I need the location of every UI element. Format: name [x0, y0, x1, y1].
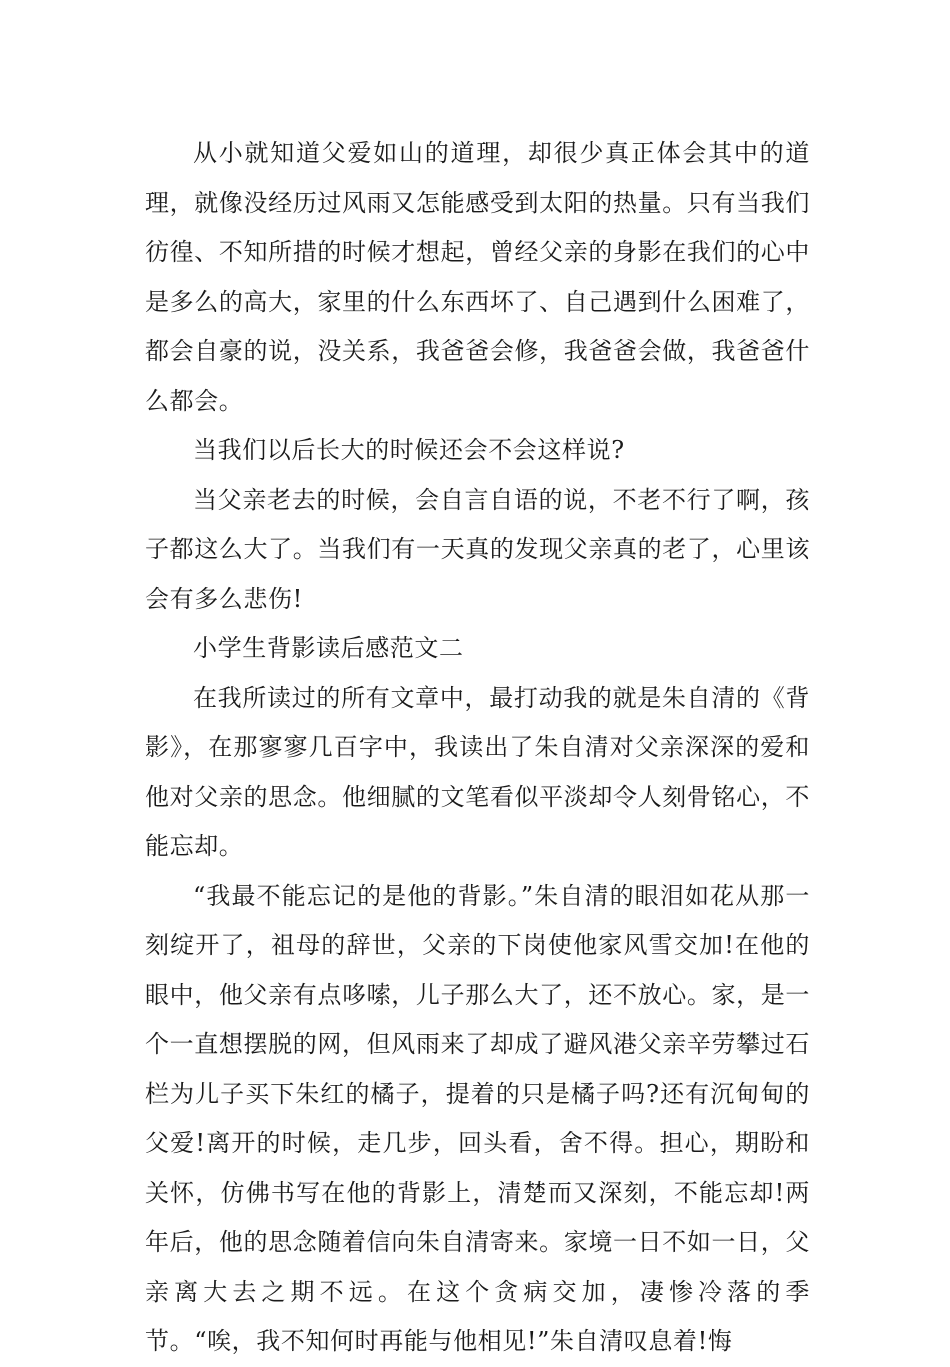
paragraph-beiying-intro: 在我所读过的所有文章中，最打动我的就是朱自清的《背影》，在那寥寥几百字中，我读出了朱自清对父亲深深的爱和他对父亲的思念。他细腻的文笔看似平淡却令人刻骨铭心，不能忘却。 [145, 683, 810, 860]
section-heading: 小学生背影读后感范文二 [193, 634, 464, 662]
paragraph-question: 当我们以后长大的时候还会不会这样说? [193, 436, 625, 464]
paragraph-father-old: 当父亲老去的时候，会自言自语的说，不老不行了啊，孩子都这么大了。当我们有一天真的发现父亲真的老了，心里该会有多么悲伤! [145, 485, 810, 613]
paragraph-father-love: 从小就知道父爱如山的道理，却很少真正体会其中的道理，就像没经历过风雨又怎能感受到太阳的热量。只有当我们彷徨、不知所措的时候才想起，曾经父亲的身影在我们的心中是多么的高大，家里的什么东西坏了、自己遇到什么困难了，都会自豪的说，没关系，我爸爸会修，我爸爸会做，我爸爸什么都会。 [145, 139, 810, 415]
paragraph-beiying-body: “我最不能忘记的是他的背影。”朱自清的眼泪如花从那一刻绽开了，祖母的辞世，父亲的下岗使他家风雪交加!在他的眼中，他父亲有点哆嗦，儿子那么大了，还不放心。家，是一个一直想摆脱的网，但风雨来了却成了避风港父亲辛劳攀过石栏为儿子买下朱红的橘子，提着的只是橘子吗?还有沉甸甸的父爱!离开的时候，走几步，回头看，舍不得。担心，期盼和关怀，仿佛书写在他的背影上，清楚而又深刻，不能忘却!两年后，他的思念随着信向朱自清寄来。家境一日不如一日，父亲离大去之期不远。在这个贪病交加，凄惨冷落的季节。“唉，我不知何时再能与他相见!”朱自清叹息着!悔 [145, 881, 810, 1355]
document-body [145, 129, 810, 1367]
